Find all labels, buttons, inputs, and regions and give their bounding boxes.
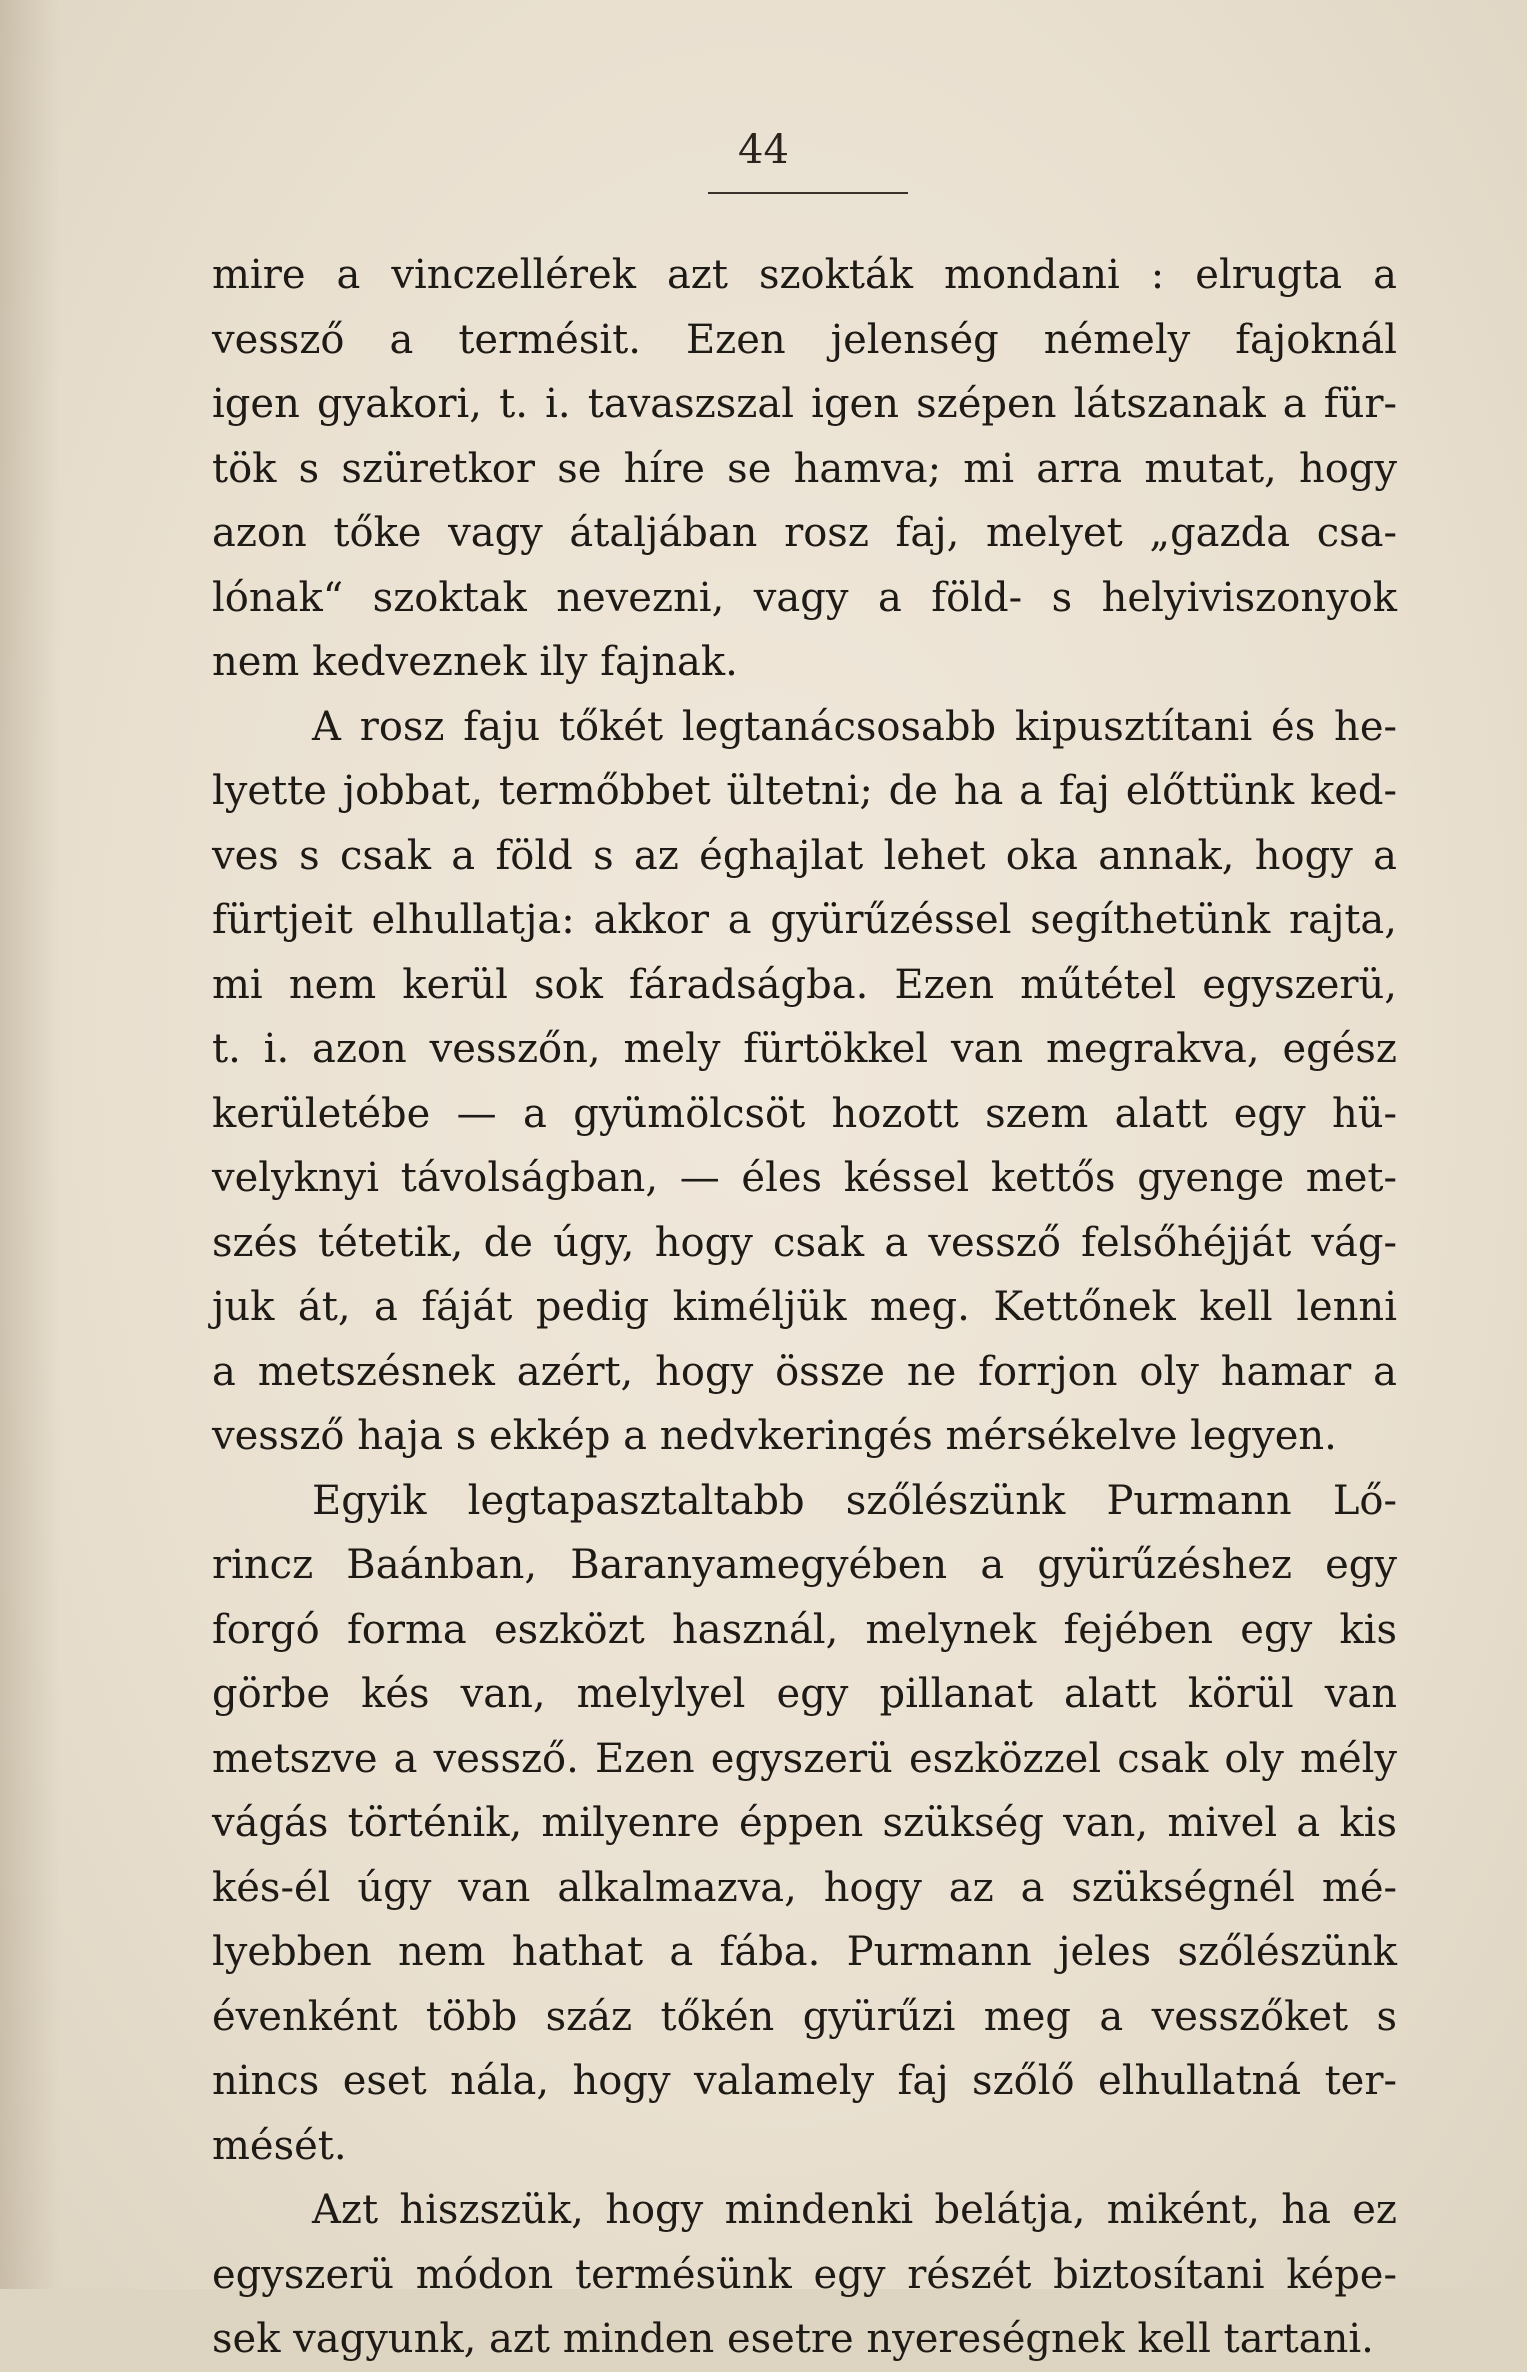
text-line: lyebben nem hathat a fába. Purmann jeles szőlészünk (212, 1929, 1397, 1975)
text-line: mi nem kerül sok fáradságba. Ezen műtétel egyszerü, (212, 961, 1397, 1008)
text-line: forgó forma eszközt használ, melynek fejében egy kis (212, 1606, 1397, 1653)
body-text (212, 243, 1397, 2372)
text-line: kés-él úgy van alkalmazva, hogy az a szükségnél mé- (212, 1864, 1397, 1911)
text-line: rincz Baánban, Baranyamegyében a gyürűzéshez egy (212, 1542, 1397, 1588)
text-line: azon tőke vagy átaljában rosz faj, melyet „gazda csa- (212, 510, 1397, 556)
text-line: igen gyakori, t. i. tavaszszal igen szépen látszanak a für- (212, 381, 1397, 427)
text-line: mire a vinczellérek azt szokták mondani : elrugta a (212, 252, 1397, 298)
text-line: lónak“ szoktak nevezni, vagy a föld- s helyiviszonyok (212, 574, 1397, 621)
text-line: fürtjeit elhullatja: akkor a gyürűzéssel segíthetünk rajta, (212, 897, 1397, 943)
text-line: vessző a termésit. Ezen jelenség némely fajoknál (212, 316, 1397, 363)
text-line: A rosz faju tőkét legtanácsosabb kipusztítani és he- (312, 703, 1397, 750)
text-line: t. i. azon vesszőn, mely fürtökkel van megrakva, egész (212, 1026, 1397, 1072)
text-line: a metszésnek azért, hogy össze ne forrjon oly hamar a (212, 1348, 1397, 1395)
text-line: vágás történik, milyenre éppen szükség van, mivel a kis (212, 1800, 1397, 1846)
text-line: évenként több száz tőkén gyürűzi meg a vesszőket s (212, 1993, 1397, 2040)
text-line: nem kedveznek ily fajnak. (212, 639, 738, 685)
text-line: nincs eset nála, hogy valamely faj szőlő elhullatná ter- (212, 2058, 1397, 2104)
text-line: mését. (212, 2122, 347, 2169)
text-line: egyszerü módon termésünk egy részét biztosítani képe- (212, 2251, 1397, 2298)
text-line: kerületébe — a gyümölcsöt hozott szem alatt egy hü- (212, 1090, 1397, 1137)
text-line: vessző haja s ekkép a nedvkeringés mérsékelve legyen. (212, 1413, 1337, 1459)
spine-shadow (0, 0, 60, 2289)
header-rule (708, 192, 908, 194)
text-line: lyette jobbat, termőbbet ültetni; de ha a faj előttünk ked- (212, 768, 1397, 814)
text-line: tök s szüretkor se híre se hamva; mi arra mutat, hogy (212, 445, 1397, 492)
text-line: sek vagyunk, azt minden esetre nyereségnek kell tartani. (212, 2316, 1374, 2362)
text-line: ves s csak a föld s az éghajlat lehet oka annak, hogy a (212, 832, 1397, 879)
text-line: görbe kés van, melylyel egy pillanat alatt körül van (212, 1671, 1397, 1717)
text-line: Azt hiszszük, hogy mindenki belátja, miként, ha ez (312, 2187, 1397, 2233)
text-line: velyknyi távolságban, — éles késsel kettős gyenge met- (212, 1155, 1397, 1201)
text-line: metszve a vessző. Ezen egyszerü eszközzel csak oly mély (212, 1735, 1397, 1782)
text-line: Egyik legtapasztaltabb szőlészünk Purmann Lő- (312, 1477, 1397, 1524)
text-line: szés tétetik, de úgy, hogy csak a vessző felsőhéjját vág- (212, 1219, 1397, 1266)
text-line: juk át, a fáját pedig kiméljük meg. Kettőnek kell lenni (212, 1284, 1397, 1330)
page-number: 44 (738, 127, 789, 173)
